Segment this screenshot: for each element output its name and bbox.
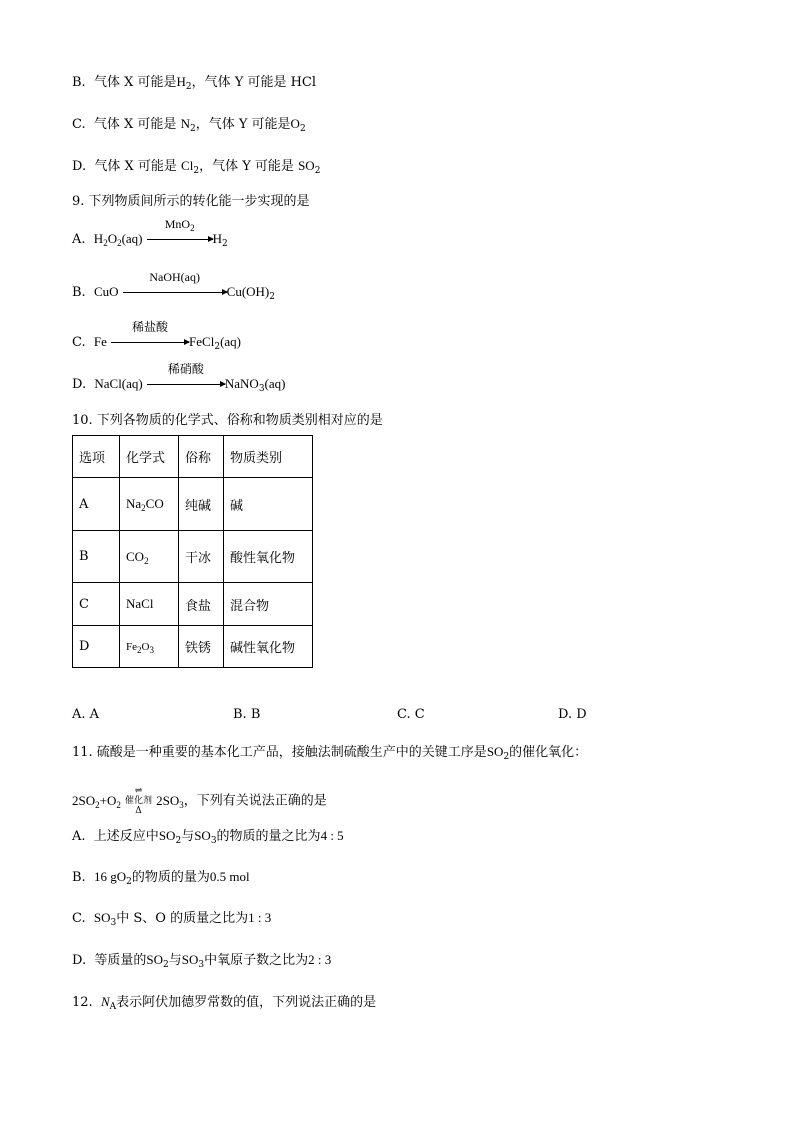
q11-stem: 11. 硫酸是一种重要的基本化工产品，接触法制硫酸生产中的关键工序是$SO_2$的催化氧化： <box>72 744 588 762</box>
header-category: 物质类别 <box>224 436 313 478</box>
answer-choice-a: A. A <box>72 707 100 722</box>
row-option: D <box>73 626 120 668</box>
row-formula: $Na_2CO$ <box>120 478 179 531</box>
table-row <box>73 478 313 531</box>
row-formula: $CO_2$ <box>120 531 179 583</box>
reaction-arrow: 稀盐酸 <box>111 334 189 352</box>
answer-choice-c: C. C <box>397 707 425 722</box>
row-formula: $Fe_2O_3$ <box>120 626 179 668</box>
table-row <box>73 531 313 583</box>
answer-choice-b: B. B <box>233 707 261 722</box>
reaction-arrow: 稀硝酸 <box>147 376 225 394</box>
row-category: 碱性氧化物 <box>224 626 313 668</box>
q8-option-c: C. 气体 X 可能是 $N_2$，气体 Y 可能是$O_2$ <box>72 116 306 134</box>
q11-option-a: A. 上述反应中$SO_2$与$SO_3$的物质的量之比为4 : 5 <box>72 828 344 846</box>
q9-option-c: C. Fe 稀盐酸 FeCl$_2$(aq) <box>72 320 241 352</box>
row-category: 碱 <box>224 478 313 531</box>
row-option: C <box>73 583 120 626</box>
row-formula: NaCl <box>120 583 179 626</box>
q8-option-b: B. 气体 X 可能是$H_2$，气体 Y 可能是 HCl <box>72 74 317 92</box>
row-common-name: 食盐 <box>179 583 224 626</box>
row-category: 酸性氧化物 <box>224 531 313 583</box>
reaction-arrow: MnO$_2$ <box>147 231 213 249</box>
reversible-arrow-icon: ⇌ 催化剂 Δ <box>125 786 153 816</box>
reaction-arrow: NaOH(aq) <box>123 284 227 302</box>
q10-stem: 10. 下列各物质的化学式、俗称和物质类别相对应的是 <box>72 413 383 428</box>
q11-option-d: D. 等质量的$SO_2$与$SO_3$中氧原子数之比为2 : 3 <box>72 952 332 970</box>
row-option: A <box>73 478 120 531</box>
header-common-name: 俗称 <box>179 436 224 478</box>
q9-option-a: A. $H_2O_2(aq)$ MnO$_2$ $H_2$ <box>72 217 228 249</box>
row-category: 混合物 <box>224 583 313 626</box>
table-row <box>73 583 313 626</box>
q9-stem: 9. 下列物质间所示的转化能一步实现的是 <box>72 194 310 209</box>
q12-stem: 12. $N_A$表示阿伏加德罗常数的值，下列说法正确的是 <box>72 994 377 1012</box>
table-row <box>73 626 313 668</box>
q9-option-d: D. NaCl(aq) 稀硝酸 NaNO$_3$(aq) <box>72 362 286 394</box>
header-option: 选项 <box>73 436 120 478</box>
row-common-name: 铁锈 <box>179 626 224 668</box>
row-common-name: 纯碱 <box>179 478 224 531</box>
q11-option-c: C. $SO_3$中 S、O 的质量之比为1 : 3 <box>72 910 272 928</box>
header-formula: 化学式 <box>120 436 179 478</box>
q9-option-b: B. CuO NaOH(aq) $Cu(OH)_2$ <box>72 270 275 302</box>
q10-table <box>72 435 313 668</box>
q11-equation: $2SO_2+O_2$ ⇌ 催化剂 Δ $2SO_3$，下列有关说法正确的是 <box>72 786 327 816</box>
q11-option-b: B. 16 $gO_2$的物质的量为0.5 mol <box>72 869 250 887</box>
table-header-row <box>73 436 313 478</box>
row-option: B <box>73 531 120 583</box>
row-common-name: 干冰 <box>179 531 224 583</box>
answer-choice-d: D. D <box>558 707 587 722</box>
q8-option-d: D. 气体 X 可能是 $Cl_2$，气体 Y 可能是 $SO_2$ <box>72 158 321 176</box>
